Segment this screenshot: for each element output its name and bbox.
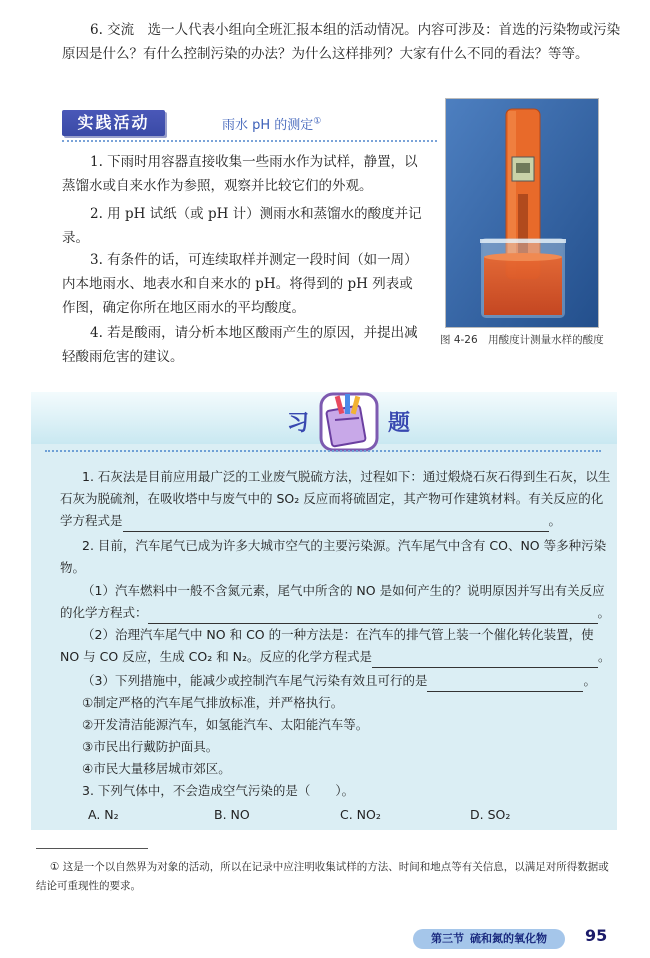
figure-caption: 图 4-26 用酸度计测量水样的酸度 xyxy=(440,334,604,346)
ph-meter-photo xyxy=(445,98,599,328)
footnote: ① 这是一个以自然界为对象的活动，所以在记录中应注明收集试样的方法、时间和地点等有关信息，以满足对所得数据或结论可重现性的要求。 xyxy=(36,861,609,892)
question-2-3-text: （3）下列措施中，能减少或控制汽车尾气污染有效且可行的是 xyxy=(82,673,428,688)
answer-blank-2-1[interactable] xyxy=(148,608,598,624)
activity-item-1: 1. 下雨时用容器直接收集一些雨水作为试样，静置，以蒸馏水或自来水作为参照，观察并比较它们的外观。 xyxy=(62,154,418,194)
option-2-3-2: ②开发清洁能源汽车，如氢能汽车、太阳能汽车等。 xyxy=(82,717,369,732)
question-1-period: 。 xyxy=(548,513,562,528)
question-2-2-text: （2）治理汽车尾气中 NO 和 CO 的一种方法是：在汽车的排气管上装一个催化转化装置，使 NO 与 CO 反应，生成 CO₂ 和 N₂。反应的化学方程式是 xyxy=(60,627,594,664)
activity-badge: 实践活动 xyxy=(62,110,165,136)
option-3-c: C. NO₂ xyxy=(340,807,381,822)
activity-header xyxy=(62,110,437,138)
footer-chapter: 硫和氮的氧化物 xyxy=(470,932,547,945)
option-2-3-3: ③市民出行戴防护面具。 xyxy=(82,739,219,754)
question-3: 3. 下列气体中，不会造成空气污染的是（ ）。 xyxy=(82,783,355,798)
footnote-rule xyxy=(36,848,148,849)
question-2-2-period: 。 xyxy=(598,649,611,664)
question-2: 2. 目前，汽车尾气已成为许多大城市空气的主要污染源。汽车尾气中含有 CO、NO 等多种污染物。 xyxy=(60,538,607,575)
dotted-divider xyxy=(62,140,437,142)
exercises-title-left: 习 xyxy=(287,411,310,436)
question-1 xyxy=(60,466,612,532)
activity-item-3: 3. 有条件的话，可连续取样并测定一段时间（如一周）内本地雨水、地表水和自来水的 pH。将得到的 pH 列表或作图，确定你所在地区雨水的平均酸度。 xyxy=(62,252,418,316)
question-2-1 xyxy=(60,580,612,624)
option-3-b: B. NO xyxy=(214,807,250,822)
pencil-cup-icon xyxy=(315,390,383,452)
question-1-text: 1. 石灰法是目前应用最广泛的工业废气脱硫方法，过程如下：通过煅烧石灰石得到生石灰，以生石灰为脱硫剂，在吸收塔中与废气中的 SO₂ 反应而将硫固定，其产物可作建筑材料。有关反应的化学方程式是 xyxy=(60,469,611,528)
footer-section: 第三节 xyxy=(431,932,464,945)
activity-item-2: 2. 用 pH 试纸（或 pH 计）测雨水和蒸馏水的酸度并记录。 xyxy=(62,206,422,246)
option-2-3-4: ④市民大量移居城市郊区。 xyxy=(82,761,231,776)
answer-blank-1[interactable] xyxy=(123,516,549,532)
answer-blank-2-3[interactable] xyxy=(427,676,583,692)
option-3-d: D. SO₂ xyxy=(470,807,511,822)
exercises-title-right: 题 xyxy=(388,411,411,436)
section-footer xyxy=(413,929,565,949)
ph-meter-illustration xyxy=(446,99,598,327)
page-number: 95 xyxy=(585,926,608,945)
question-2-3 xyxy=(60,670,612,692)
activity-title-text: 雨水 pH 的测定 xyxy=(222,118,314,133)
footnote-marker: ① xyxy=(313,116,322,127)
activity-title xyxy=(222,114,321,133)
question-2-2 xyxy=(60,624,616,668)
question-2-3-period: 。 xyxy=(583,673,596,688)
question-2-1-period: 。 xyxy=(597,605,611,620)
item-6-exchange: 6. 交流 选一人代表小组向全班汇报本组的活动情况。内容可涉及：首选的污染物或污染原因是什么？有什么控制污染的办法？为什么这样排列？大家有什么不同的看法？等等。 xyxy=(62,22,621,62)
option-3-a: A. N₂ xyxy=(88,807,119,822)
option-2-3-1: ①制定严格的汽车尾气排放标准，并严格执行。 xyxy=(82,695,344,710)
exercises-dotted-divider xyxy=(45,450,601,452)
activity-item-4: 4. 若是酸雨，请分析本地区酸雨产生的原因，并提出减轻酸雨危害的建议。 xyxy=(62,325,418,365)
question-2-1-text: （1）汽车燃料中一般不含氮元素，尾气中所含的 NO 是如何产生的？说明原因并写出有关反应的化学方程式： xyxy=(60,583,605,620)
answer-blank-2-2[interactable] xyxy=(372,652,598,668)
